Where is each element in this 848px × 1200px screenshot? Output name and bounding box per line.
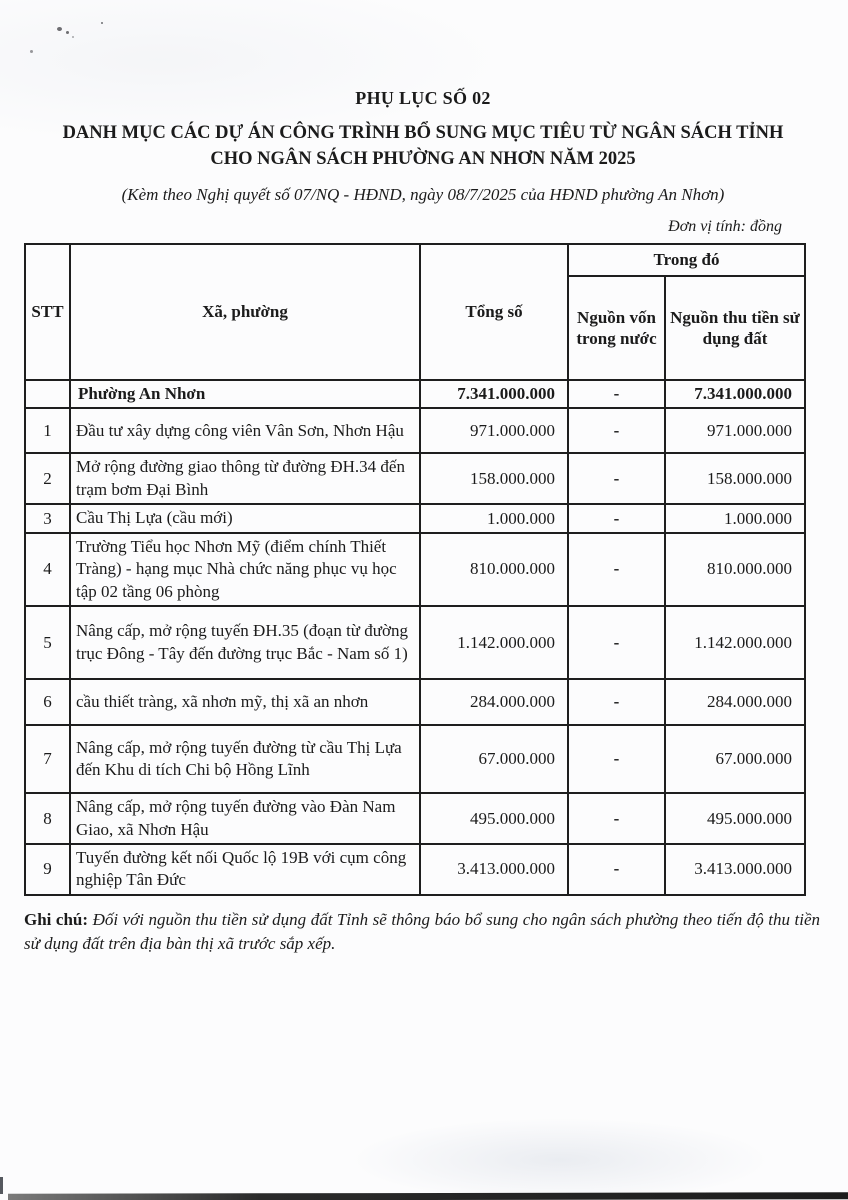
row-land: 284.000.000 [665, 679, 805, 725]
row-land: 7.341.000.000 [665, 380, 805, 408]
row-name: Cầu Thị Lựa (cầu mới) [70, 504, 420, 532]
row-index: 2 [25, 453, 70, 504]
row-total: 7.341.000.000 [420, 380, 568, 408]
table-row [25, 453, 805, 504]
row-index: 3 [25, 504, 70, 532]
row-index: 7 [25, 725, 70, 793]
row-name: Đầu tư xây dựng công viên Vân Sơn, Nhơn Hậu [70, 408, 420, 453]
row-land: 3.413.000.000 [665, 844, 805, 895]
row-total: 971.000.000 [420, 408, 568, 453]
header-stt: STT [25, 244, 70, 380]
row-name: Mở rộng đường giao thông từ đường ĐH.34 đến trạm bơm Đại Bình [70, 453, 420, 504]
row-land: 158.000.000 [665, 453, 805, 504]
row-land: 971.000.000 [665, 408, 805, 453]
footnote [24, 908, 822, 956]
table-row [25, 725, 805, 793]
row-domestic: - [568, 725, 665, 793]
header-group: Trong đó [568, 244, 805, 276]
row-land: 810.000.000 [665, 533, 805, 606]
row-index: 9 [25, 844, 70, 895]
row-name: Tuyến đường kết nối Quốc lộ 19B với cụm công nghiệp Tân Đức [70, 844, 420, 895]
row-domestic: - [568, 380, 665, 408]
row-domestic: - [568, 408, 665, 453]
budget-table [24, 243, 806, 896]
row-index: 8 [25, 793, 70, 844]
row-land: 495.000.000 [665, 793, 805, 844]
document-subtitle: (Kèm theo Nghị quyết số 07/NQ - HĐND, ngày 08/7/2025 của HĐND phường An Nhơn) [121, 185, 725, 204]
table-row-summary [25, 380, 805, 408]
row-land: 67.000.000 [665, 725, 805, 793]
row-domestic: - [568, 504, 665, 532]
row-land: 1.142.000.000 [665, 606, 805, 679]
scan-edge-mark [0, 1177, 3, 1194]
table-row [25, 408, 805, 453]
row-domestic: - [568, 606, 665, 679]
document-title-line1: DANH MỤC CÁC DỰ ÁN CÔNG TRÌNH BỔ SUNG MỤC TIÊU TỪ NGÂN SÁCH TỈNH [62, 123, 784, 143]
table-row [25, 504, 805, 532]
row-total: 495.000.000 [420, 793, 568, 844]
row-domestic: - [568, 453, 665, 504]
row-index: 5 [25, 606, 70, 679]
row-total: 1.000.000 [420, 504, 568, 532]
row-index: 4 [25, 533, 70, 606]
table-header-row-top [25, 244, 805, 276]
row-index: 6 [25, 679, 70, 725]
header-total: Tổng số [420, 244, 568, 380]
row-domestic: - [568, 844, 665, 895]
row-index: 1 [25, 408, 70, 453]
header-land: Nguồn thu tiền sử dụng đất [665, 276, 805, 380]
scan-edge-bottom [8, 1192, 848, 1200]
row-name: cầu thiết tràng, xã nhơn mỹ, thị xã an nhơn [70, 679, 420, 725]
row-total: 158.000.000 [420, 453, 568, 504]
row-total: 3.413.000.000 [420, 844, 568, 895]
table-row [25, 844, 805, 895]
document-title-line2: CHO NGÂN SÁCH PHƯỜNG AN NHƠN NĂM 2025 [210, 149, 636, 169]
table-row [25, 793, 805, 844]
row-name: Trường Tiểu học Nhơn Mỹ (điểm chính Thiết Tràng) - hạng mục Nhà chức năng phục vụ học tập 02 tầng 06 phòng [70, 533, 420, 606]
row-domestic: - [568, 679, 665, 725]
row-total: 1.142.000.000 [420, 606, 568, 679]
row-name: Nâng cấp, mở rộng tuyến đường vào Đàn Nam Giao, xã Nhơn Hậu [70, 793, 420, 844]
header-domestic: Nguồn vốn trong nước [568, 276, 665, 380]
row-total: 67.000.000 [420, 725, 568, 793]
row-domestic: - [568, 793, 665, 844]
row-index [25, 380, 70, 408]
footnote-label: Ghi chú: [24, 909, 89, 929]
unit-note: Đơn vị tính: đồng [668, 218, 782, 235]
row-name: Nâng cấp, mở rộng tuyến ĐH.35 (đoạn từ đường trục Đông - Tây đến đường trục Bắc - Nam số 1) [70, 606, 420, 679]
row-total: 284.000.000 [420, 679, 568, 725]
row-name: Nâng cấp, mở rộng tuyến đường từ cầu Thị Lựa đến Khu di tích Chi bộ Hồng Lĩnh [70, 725, 420, 793]
table-row [25, 679, 805, 725]
table-row [25, 533, 805, 606]
header-name: Xã, phường [70, 244, 420, 380]
footnote-text: Đối với nguồn thu tiền sử dụng đất Tỉnh sẽ thông báo bổ sung cho ngân sách phường theo tiến độ thu tiền sử dụng đất trên địa bàn thị xã trước sắp xếp. [24, 909, 820, 953]
row-name: Phường An Nhơn [70, 380, 420, 408]
row-land: 1.000.000 [665, 504, 805, 532]
row-domestic: - [568, 533, 665, 606]
table-row [25, 606, 805, 679]
row-total: 810.000.000 [420, 533, 568, 606]
appendix-title: PHỤ LỤC SỐ 02 [355, 88, 491, 108]
